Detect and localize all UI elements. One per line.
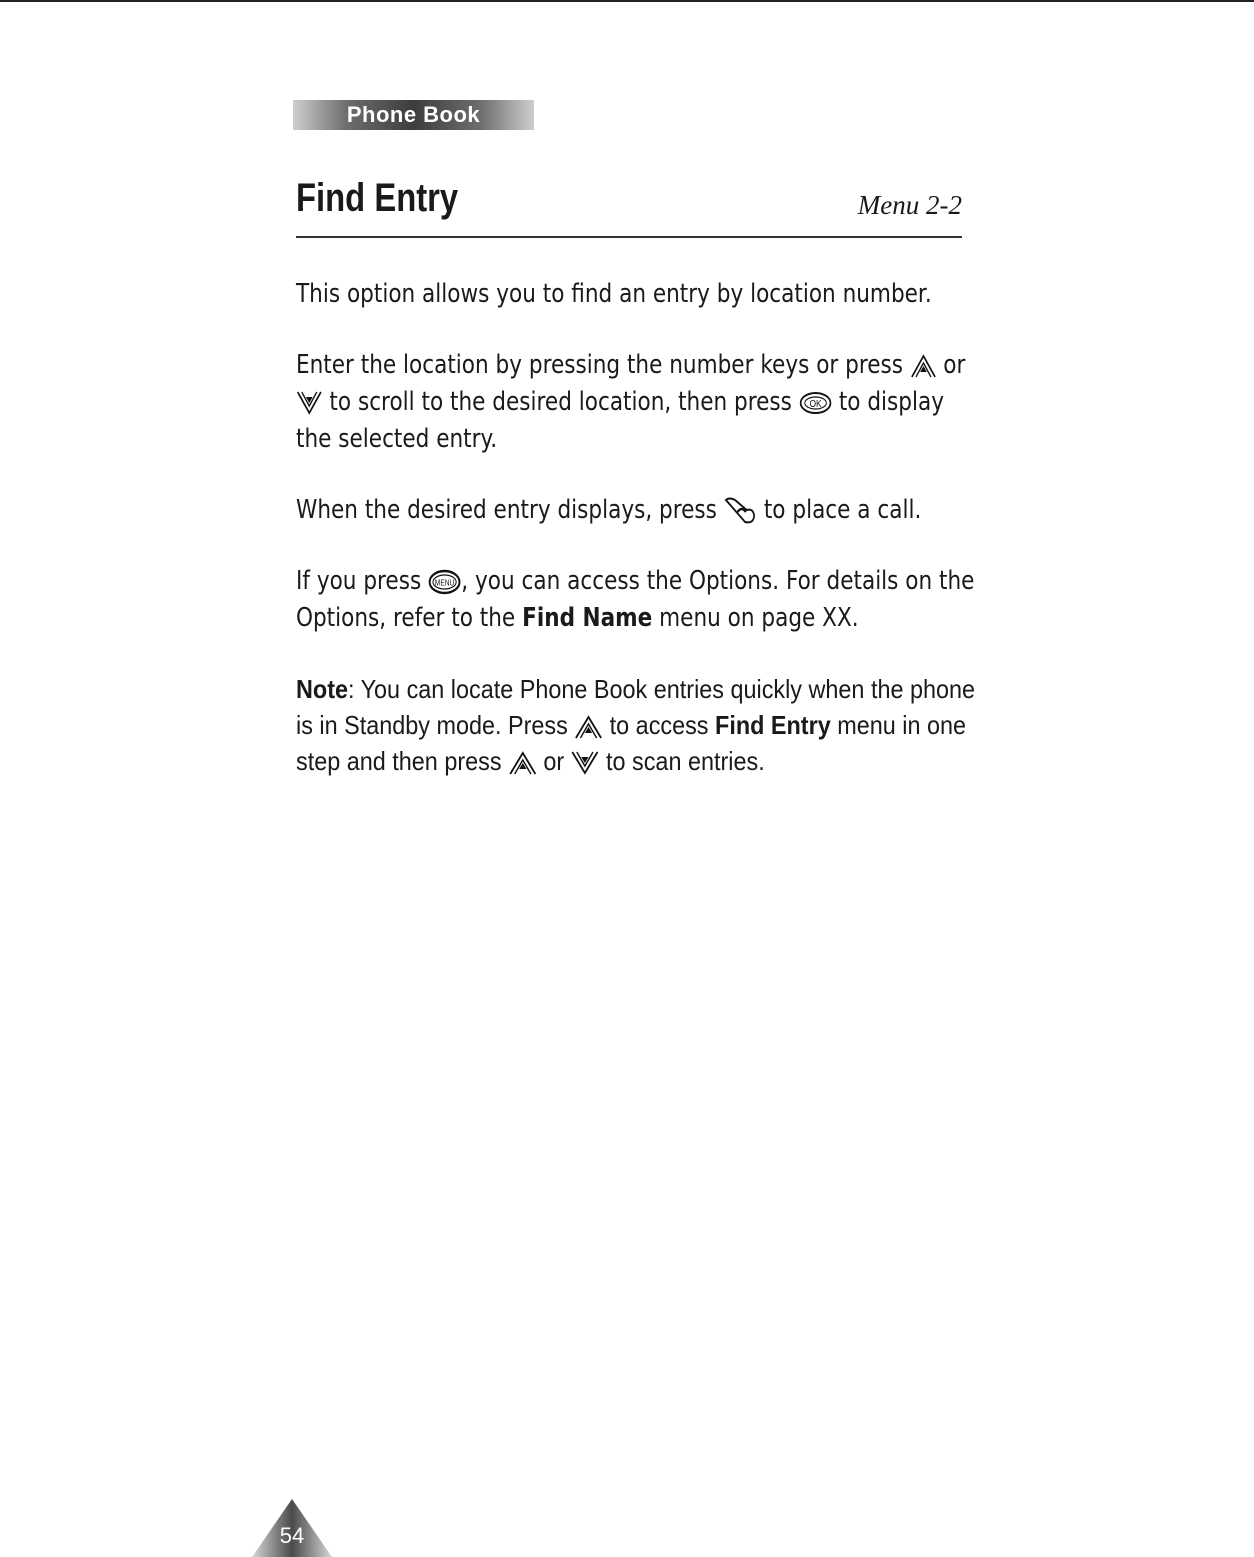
down-arrow-key-icon (571, 750, 600, 776)
title-divider (296, 236, 962, 238)
options-paragraph (296, 563, 977, 637)
note-paragraph (296, 671, 980, 779)
menu-key-icon (428, 569, 461, 595)
up-arrow-key-icon (508, 750, 537, 776)
call-text-a: When the desired entry displays, press (296, 495, 717, 525)
intro-paragraph (296, 276, 977, 313)
top-rule (0, 0, 1254, 2)
note-text-b: to access (609, 710, 709, 740)
note-text-d: or (543, 746, 565, 776)
call-paragraph (296, 492, 977, 529)
options-text-b: , you can access the Options. For details on the Options, refer to the (296, 566, 975, 633)
note-text-e: to scan entries. (606, 746, 765, 776)
note-label: Note (296, 674, 349, 704)
entry-text-d: to display the selected entry. (296, 387, 944, 454)
page-number-badge (250, 1497, 334, 1557)
send-key-icon (724, 496, 757, 526)
down-arrow-key-icon (296, 390, 323, 416)
entry-text-c: to scroll to the desired location, then press (329, 387, 792, 417)
body-text (296, 276, 976, 779)
page-title: Find Entry (296, 176, 459, 220)
intro-text: This option allows you to find an entry by location number. (296, 279, 932, 309)
section-tab (293, 100, 534, 130)
section-tab-label: Phone Book (346, 102, 481, 127)
options-text-c: menu on page XX. (659, 603, 859, 633)
entry-text-b: or (943, 350, 966, 380)
heading-row (296, 176, 962, 240)
menu-key-label: MENU (434, 577, 455, 588)
entry-paragraph (296, 347, 977, 458)
find-name-reference: Find Name (522, 603, 653, 633)
up-arrow-key-icon (910, 353, 937, 379)
entry-text-a: Enter the location by pressing the number keys or press (296, 350, 904, 380)
ok-key-icon (799, 391, 832, 415)
note-text-a: : You can locate Phone Book entries quickly when the phone is in Standby mode. Press (296, 674, 976, 740)
ok-key-label: OK (809, 397, 822, 409)
options-text-a: If you press (296, 566, 422, 596)
menu-reference: Menu 2-2 (857, 190, 962, 220)
call-text-b: to place a call. (763, 495, 922, 525)
note-text-c: menu in one step and then press (296, 710, 967, 776)
find-entry-reference: Find Entry (715, 710, 831, 740)
up-arrow-key-icon (574, 714, 603, 740)
page-number: 54 (279, 1523, 305, 1548)
